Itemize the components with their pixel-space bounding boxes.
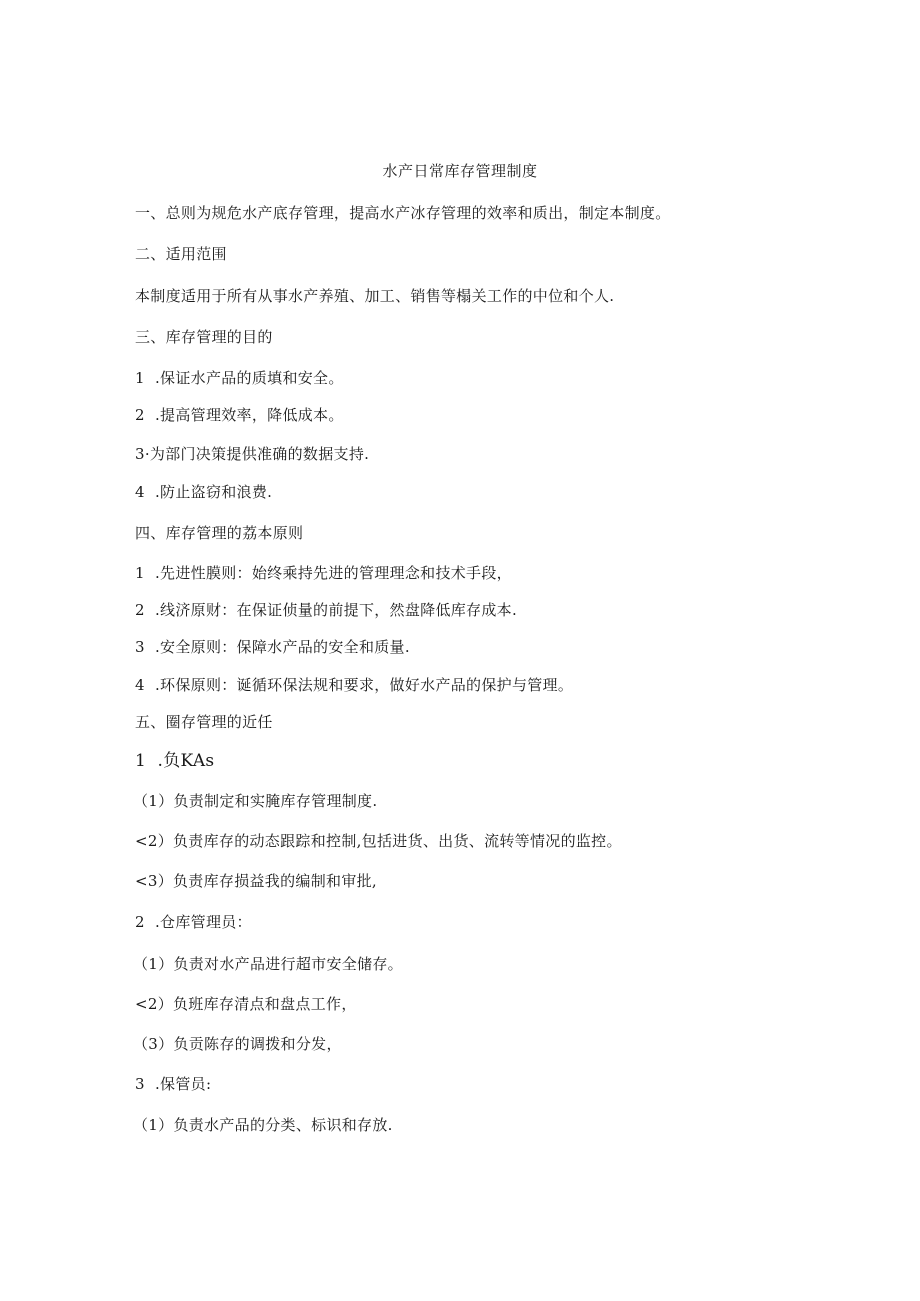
list-item: 3·为部门决策提供准确的数据支持.: [135, 445, 370, 463]
document-title: 水产日常库存管理制度: [382, 162, 538, 180]
list-item: 1 .先进性膜则：始终乘持先进的管理理念和技术手段，: [135, 564, 512, 582]
heading-scope: 二、适用范围: [135, 245, 227, 263]
heading-basic-principles: 四、库存管理的荔本原则: [135, 524, 304, 542]
list-item: （1）负责对水产品进行超市安全储存。: [133, 955, 403, 973]
list-item: <2）负班库存清点和盘点工作，: [135, 995, 357, 1013]
list-item: （1）负责水产品的分类、标识和存放.: [133, 1116, 393, 1134]
list-item: （3）负贡陈存的调拨和分发，: [133, 1035, 342, 1053]
list-item: 1 .负KAs: [135, 751, 215, 771]
heading-purpose: 三、库存管理的目的: [135, 328, 273, 346]
paragraph-general-principles: 一、总则为规危水产底存管理，提高水产冰存管理的效率和质出，制定本制度。: [135, 204, 671, 222]
list-item: 2 .提高管理效率，降低成本。: [135, 406, 344, 424]
list-item: 1 .保证水产品的质填和安全。: [135, 369, 344, 387]
list-item: 2 .线济原财：在保证侦量的前提下，然盘降低库存成本.: [135, 601, 518, 619]
list-item: （1）负责制定和实腌库存管理制度.: [133, 792, 378, 810]
paragraph-scope: 本制度适用于所有从事水产养殖、加工、销售等榻关工作的中位和个人.: [135, 287, 615, 305]
list-item: <3）负责库存损益我的编制和审批,: [135, 872, 377, 890]
heading-responsibilities: 五、圈存管理的近任: [135, 713, 273, 731]
list-item: <2）负责库存的动态跟踪和控制,包括进货、出货、流转等情况的监控。: [135, 832, 622, 850]
list-item: 3 .保管员:: [135, 1075, 212, 1093]
list-item: 3 .安全原则：保障水产品的安全和质量.: [135, 638, 410, 656]
list-item: 4 .环保原则：诞循环保法规和要求，做好水产品的保护与管理。: [135, 676, 574, 694]
list-item: 2 .仓库管理员：: [135, 913, 252, 931]
list-item: 4 .防止盗窃和浪费.: [135, 483, 273, 501]
